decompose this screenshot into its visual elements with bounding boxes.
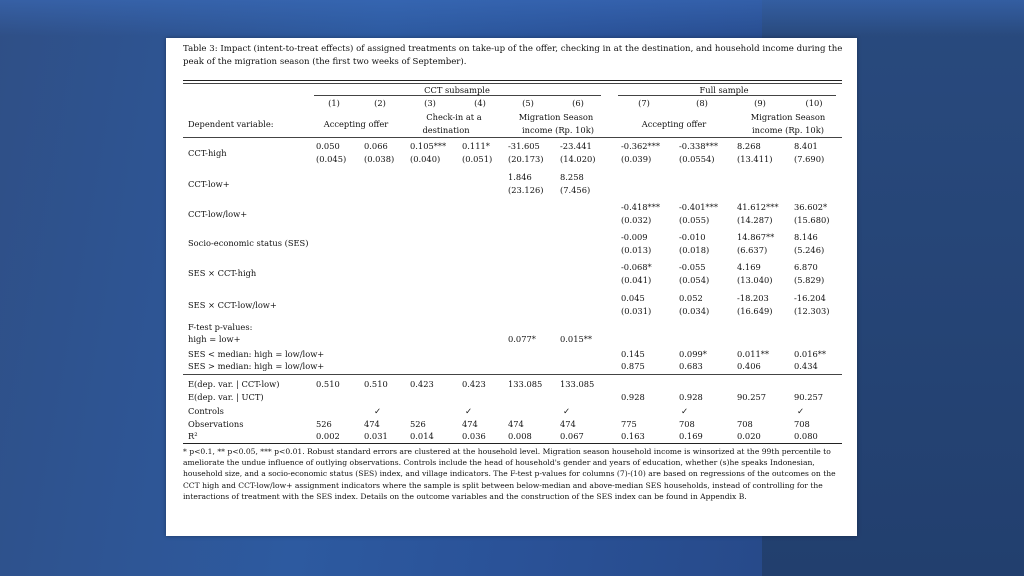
col-num-4: (4) <box>474 98 486 108</box>
cell-coef: -31.605 <box>508 141 540 151</box>
cell-mean: 90.257 <box>737 392 767 402</box>
cell-r2: 0.080 <box>794 431 818 441</box>
cell-obs: 708 <box>679 419 695 429</box>
cell-coef: 0.050 <box>316 141 340 151</box>
top-rule-2 <box>183 83 842 84</box>
cell-pvalue: 0.683 <box>679 361 703 371</box>
row-label-ses: Socio-economic status (SES) <box>188 238 309 248</box>
cell-coef: 0.052 <box>679 293 703 303</box>
cell-se: (12.303) <box>794 306 830 316</box>
cell-se: (5.829) <box>794 275 825 285</box>
slide-background-highlight <box>0 0 1024 36</box>
cell-mean: 0.423 <box>462 379 486 389</box>
cell-obs: 474 <box>508 419 524 429</box>
cell-se: (5.246) <box>794 245 825 255</box>
group-rule-full <box>618 95 836 96</box>
header-migration-full-line2: income (Rp. 10k) <box>752 125 824 135</box>
cell-se: (0.018) <box>679 245 710 255</box>
cell-se: (0.039) <box>621 154 652 164</box>
cell-se: (7.456) <box>560 185 591 195</box>
row-label-ses-cct-high: SES × CCT-high <box>188 268 257 278</box>
cell-coef: -0.418*** <box>621 202 661 212</box>
row-label-ftest-high: high = low+ <box>188 334 241 344</box>
cell-r2: 0.067 <box>560 431 584 441</box>
row-label-controls: Controls <box>188 406 224 416</box>
col-num-6: (6) <box>572 98 584 108</box>
cell-r2: 0.163 <box>621 431 645 441</box>
cell-pvalue: 0.015** <box>560 334 593 344</box>
cell-coef: 1.846 <box>508 172 532 182</box>
cell-coef: 8.401 <box>794 141 818 151</box>
cell-mean: 133.085 <box>560 379 595 389</box>
cell-se: (0.034) <box>679 306 710 316</box>
cell-se: (0.040) <box>410 154 441 164</box>
row-label-cct-low: CCT-low+ <box>188 179 230 189</box>
cell-mean: 133.085 <box>508 379 543 389</box>
row-label-cct-high: CCT-high <box>188 148 227 158</box>
top-rule <box>183 80 842 81</box>
col-num-1: (1) <box>328 98 340 108</box>
cell-coef: -0.010 <box>679 232 706 242</box>
header-checkin-line1: Check-in at a <box>426 112 482 122</box>
bottom-rule <box>183 443 842 444</box>
row-label-ftest-above: SES > median: high = low/low+ <box>188 361 325 371</box>
cell-coef: 8.268 <box>737 141 761 151</box>
cell-obs: 474 <box>364 419 380 429</box>
cell-r2: 0.031 <box>364 431 388 441</box>
cell-obs: 474 <box>560 419 576 429</box>
cell-se: (0.055) <box>679 215 710 225</box>
cell-obs: 526 <box>316 419 332 429</box>
cell-coef: 8.146 <box>794 232 818 242</box>
cell-se: (16.649) <box>737 306 773 316</box>
header-migration-line2: income (Rp. 10k) <box>522 125 594 135</box>
cell-coef: 14.867** <box>737 232 775 242</box>
cell-se: (0.038) <box>364 154 395 164</box>
group-rule-cct <box>314 95 601 96</box>
cell-se: (0.051) <box>462 154 493 164</box>
cell-mean: 0.510 <box>316 379 340 389</box>
cell-coef: 36.602* <box>794 202 828 212</box>
cell-se: (0.045) <box>316 154 347 164</box>
col-num-8: (8) <box>696 98 708 108</box>
cell-mean: 0.928 <box>621 392 645 402</box>
cell-r2: 0.008 <box>508 431 532 441</box>
cell-se: (23.126) <box>508 185 544 195</box>
col-num-2: (2) <box>374 98 386 108</box>
row-label-edep-cct: E(dep. var. | CCT-low) <box>188 379 280 389</box>
cell-pvalue: 0.011** <box>737 349 770 359</box>
cell-pvalue: 0.016** <box>794 349 827 359</box>
cell-pvalue: 0.145 <box>621 349 645 359</box>
cell-r2: 0.020 <box>737 431 761 441</box>
cell-coef: -23.441 <box>560 141 592 151</box>
checkmark-icon: ✓ <box>374 406 381 416</box>
cell-pvalue: 0.875 <box>621 361 645 371</box>
cell-coef: 0.111* <box>462 141 490 151</box>
header-migration-full-line1: Migration Season <box>750 112 826 122</box>
cell-mean: 0.510 <box>364 379 388 389</box>
cell-se: (7.690) <box>794 154 825 164</box>
row-label-ftest-below: SES < median: high = low/low+ <box>188 349 325 359</box>
col-num-10: (10) <box>805 98 823 108</box>
header-accepting-offer-full: Accepting offer <box>641 119 707 129</box>
cell-se: (14.287) <box>737 215 773 225</box>
row-label-ftest: F-test p-values: <box>188 322 253 332</box>
dep-var-label: Dependent variable: <box>188 119 274 129</box>
cell-coef: 0.045 <box>621 293 645 303</box>
col-num-7: (7) <box>638 98 650 108</box>
cell-se: (13.040) <box>737 275 773 285</box>
cell-se: (0.054) <box>679 275 710 285</box>
row-label-ses-cct-lowlow: SES × CCT-low/low+ <box>188 300 277 310</box>
row-label-r2: R² <box>188 431 198 441</box>
cell-obs: 775 <box>621 419 637 429</box>
row-label-edep-uct: E(dep. var. | UCT) <box>188 392 264 402</box>
cell-r2: 0.036 <box>462 431 486 441</box>
cell-coef: 6.870 <box>794 262 818 272</box>
cell-coef: -18.203 <box>737 293 769 303</box>
cell-coef: 41.612*** <box>737 202 779 212</box>
group-header-full: Full sample <box>699 85 749 95</box>
cell-se: (0.013) <box>621 245 652 255</box>
col-num-5: (5) <box>522 98 534 108</box>
header-rule <box>183 137 842 138</box>
cell-se: (20.173) <box>508 154 544 164</box>
cell-coef: 8.258 <box>560 172 584 182</box>
cell-coef: -0.362*** <box>621 141 661 151</box>
checkmark-icon: ✓ <box>465 406 472 416</box>
cell-coef: -0.338*** <box>679 141 719 151</box>
cell-se: (15.680) <box>794 215 830 225</box>
group-header-cct: CCT subsample <box>424 85 490 95</box>
checkmark-icon: ✓ <box>563 406 570 416</box>
cell-pvalue: 0.406 <box>737 361 761 371</box>
cell-se: (0.041) <box>621 275 652 285</box>
cell-coef: -0.055 <box>679 262 706 272</box>
cell-coef: -0.009 <box>621 232 648 242</box>
cell-coef: -16.204 <box>794 293 826 303</box>
cell-se: (0.032) <box>621 215 652 225</box>
cell-coef: -0.401*** <box>679 202 719 212</box>
table-caption: Table 3: Impact (intent-to-treat effects) of assigned treatments on take-up of the offer, checking in at the destination, and household income during the peak of the migration season (the first two weeks of September). <box>183 44 843 67</box>
cell-coef: -0.068* <box>621 262 652 272</box>
cell-pvalue: 0.099* <box>679 349 707 359</box>
cell-obs: 708 <box>737 419 753 429</box>
cell-mean: 0.928 <box>679 392 703 402</box>
cell-obs: 526 <box>410 419 426 429</box>
cell-mean: 0.423 <box>410 379 434 389</box>
cell-se: (0.0554) <box>679 154 715 164</box>
checkmark-icon: ✓ <box>681 406 688 416</box>
cell-coef: 0.066 <box>364 141 388 151</box>
cell-pvalue: 0.434 <box>794 361 818 371</box>
cell-obs: 708 <box>794 419 810 429</box>
cell-r2: 0.014 <box>410 431 434 441</box>
mid-rule <box>183 374 842 375</box>
cell-mean: 90.257 <box>794 392 824 402</box>
checkmark-icon: ✓ <box>797 406 804 416</box>
cell-pvalue: 0.077* <box>508 334 536 344</box>
cell-se: (14.020) <box>560 154 596 164</box>
cell-coef: 0.105*** <box>410 141 447 151</box>
table-notes: * p<0.1, ** p<0.05, *** p<0.01. Robust standard errors are clustered at the household level. Migration season household income is winsorized at the 99th percentile to ameliorate the undue influence of outlying observations. Controls include the head of household's gender and years of education, whether (s)he speaks Indonesian, household size, and a socio-economic status (SES) index, and village indicators. The F-test p-values for columns (7)-(10) are based on regressions of the outcomes on the CCT high and CCT-low/low+ assignment indicators where the sample is split between below-median and above-median SES households, instead of controlling for the interactions of treatment with the SES index. Details on the outcome variables and the construction of the SES index can be found in Appendix B. <box>183 447 836 501</box>
header-accepting-offer: Accepting offer <box>323 119 389 129</box>
cell-coef: 4.169 <box>737 262 761 272</box>
cell-se: (13.411) <box>737 154 773 164</box>
row-label-observations: Observations <box>188 419 244 429</box>
col-num-9: (9) <box>754 98 766 108</box>
cell-r2: 0.002 <box>316 431 340 441</box>
paper-page <box>166 38 857 536</box>
header-checkin-line2: destination <box>422 125 470 135</box>
cell-obs: 474 <box>462 419 478 429</box>
cell-se: (6.637) <box>737 245 768 255</box>
row-label-cct-lowlow: CCT-low/low+ <box>188 209 248 219</box>
cell-se: (0.031) <box>621 306 652 316</box>
cell-r2: 0.169 <box>679 431 703 441</box>
col-num-3: (3) <box>424 98 436 108</box>
header-migration-line1: Migration Season <box>518 112 594 122</box>
